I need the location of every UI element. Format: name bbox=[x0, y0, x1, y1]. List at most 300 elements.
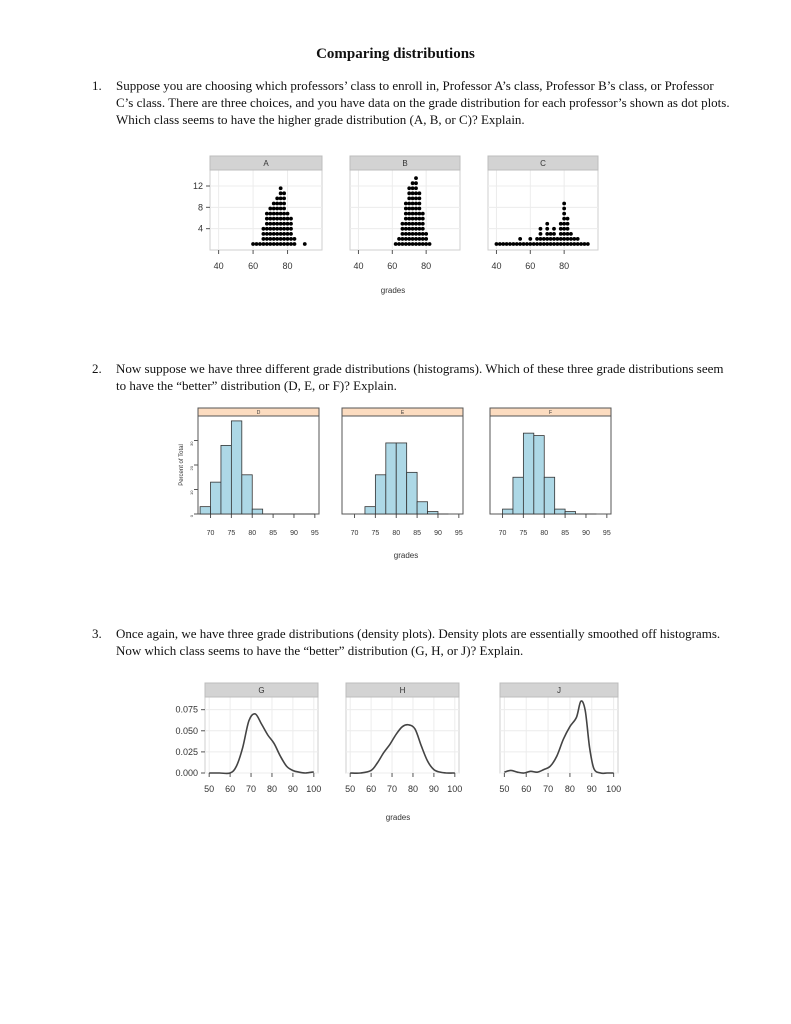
dot bbox=[272, 202, 276, 206]
x-tick-label: 75 bbox=[519, 530, 528, 537]
x-tick-label: 75 bbox=[371, 530, 380, 537]
histogram-bar bbox=[565, 512, 575, 514]
panel-label: C bbox=[540, 159, 546, 168]
dot bbox=[401, 237, 405, 241]
dot bbox=[417, 197, 421, 201]
question-number: 3. bbox=[92, 626, 102, 641]
dot bbox=[279, 202, 283, 206]
dot bbox=[414, 202, 418, 206]
dot bbox=[421, 227, 425, 231]
dot bbox=[549, 237, 553, 241]
dot bbox=[566, 242, 570, 246]
x-tick-label: 50 bbox=[345, 784, 356, 794]
dot bbox=[414, 242, 418, 246]
y-tick-label: 0.025 bbox=[175, 746, 198, 757]
dot bbox=[411, 186, 415, 190]
dot bbox=[424, 242, 428, 246]
dot bbox=[268, 207, 272, 211]
dot bbox=[428, 242, 432, 246]
dot bbox=[401, 222, 405, 226]
dot bbox=[559, 232, 563, 236]
dot bbox=[562, 242, 566, 246]
dot bbox=[542, 237, 546, 241]
dot bbox=[579, 242, 583, 246]
x-tick-label: 60 bbox=[521, 784, 532, 794]
x-tick-label: 70 bbox=[350, 530, 359, 537]
dot bbox=[265, 217, 269, 221]
dot bbox=[417, 222, 421, 226]
dot bbox=[562, 207, 566, 211]
dot bbox=[275, 227, 279, 231]
dot bbox=[286, 212, 290, 216]
dot bbox=[562, 227, 566, 231]
dot bbox=[282, 222, 286, 226]
dot bbox=[407, 222, 411, 226]
dot bbox=[272, 212, 276, 216]
dot bbox=[549, 232, 553, 236]
dot bbox=[282, 227, 286, 231]
x-tick-label: 50 bbox=[499, 784, 510, 794]
x-tick-label: 80 bbox=[266, 784, 277, 794]
y-tick-label: 20 bbox=[189, 466, 194, 471]
panel-label: A bbox=[263, 159, 269, 168]
dot bbox=[417, 207, 421, 211]
x-tick-label: 70 bbox=[387, 784, 398, 794]
dot bbox=[262, 237, 266, 241]
y-tick-label: 0.000 bbox=[175, 768, 198, 778]
dot bbox=[279, 217, 283, 221]
x-tick-label: 95 bbox=[454, 530, 463, 537]
dot bbox=[569, 237, 573, 241]
x-tick-label: 95 bbox=[602, 530, 611, 537]
dot bbox=[424, 237, 428, 241]
dot bbox=[411, 222, 415, 226]
histogram-bar bbox=[407, 472, 417, 514]
dot bbox=[411, 217, 415, 221]
dot bbox=[401, 227, 405, 231]
histogram-bar bbox=[503, 509, 513, 514]
histogram-bar bbox=[365, 507, 375, 514]
x-tick-label: 80 bbox=[564, 784, 575, 794]
dot bbox=[417, 227, 421, 231]
dot bbox=[289, 227, 293, 231]
dot bbox=[262, 242, 266, 246]
y-tick-label: 12 bbox=[192, 181, 203, 191]
histogram-bar bbox=[242, 475, 252, 514]
dot bbox=[404, 202, 408, 206]
dot bbox=[265, 237, 269, 241]
dot bbox=[586, 242, 590, 246]
dot bbox=[401, 232, 405, 236]
x-tick-label: 90 bbox=[428, 784, 439, 794]
dot bbox=[407, 237, 411, 241]
dot bbox=[272, 222, 276, 226]
histogram-bar bbox=[231, 421, 241, 514]
dot bbox=[394, 242, 398, 246]
dot bbox=[279, 237, 283, 241]
dot bbox=[407, 191, 411, 195]
y-tick-label: 8 bbox=[197, 202, 203, 213]
dot bbox=[289, 217, 293, 221]
histogram-bar bbox=[375, 475, 385, 514]
y-tick-label: 0.050 bbox=[175, 725, 198, 736]
histogram-bar bbox=[555, 509, 565, 514]
dot bbox=[518, 237, 522, 241]
dot bbox=[414, 227, 418, 231]
dot bbox=[404, 232, 408, 236]
dot bbox=[549, 242, 553, 246]
dot bbox=[559, 237, 563, 241]
dot bbox=[545, 232, 549, 236]
dot bbox=[265, 222, 269, 226]
x-tick-label: 80 bbox=[559, 261, 570, 271]
dot bbox=[286, 217, 290, 221]
dot bbox=[421, 237, 425, 241]
dot bbox=[279, 186, 283, 190]
dot bbox=[576, 242, 580, 246]
dot bbox=[397, 242, 401, 246]
dot bbox=[279, 191, 283, 195]
dot bbox=[414, 176, 418, 180]
x-tick-label: 90 bbox=[290, 530, 298, 537]
histogram-bar bbox=[534, 436, 544, 514]
x-axis-label: grades bbox=[380, 286, 406, 295]
x-tick-label: 90 bbox=[582, 530, 590, 537]
y-axis-label: Percent of Total bbox=[179, 444, 185, 486]
dot bbox=[411, 212, 415, 216]
dot bbox=[282, 202, 286, 206]
question-text: Now suppose we have three different grade distributions (histograms). Which of these three grade distributions seem to have the “better” distribution (D, E, or F)? Explain. bbox=[116, 361, 724, 393]
dot bbox=[566, 227, 570, 231]
y-tick-label: 30 bbox=[189, 441, 194, 446]
dot bbox=[417, 217, 421, 221]
dot bbox=[268, 232, 272, 236]
dot bbox=[268, 222, 272, 226]
dot bbox=[289, 222, 293, 226]
x-tick-label: 75 bbox=[227, 530, 236, 537]
dot bbox=[421, 222, 425, 226]
panel-label: F bbox=[548, 410, 553, 416]
dot bbox=[552, 237, 556, 241]
dot bbox=[282, 207, 286, 211]
dot bbox=[407, 186, 411, 190]
dot bbox=[279, 197, 283, 201]
dot bbox=[407, 242, 411, 246]
dot bbox=[417, 232, 421, 236]
x-tick-label: 70 bbox=[543, 784, 554, 794]
plot-panel bbox=[205, 697, 318, 773]
dot bbox=[539, 227, 543, 231]
dot bbox=[262, 227, 266, 231]
dot bbox=[407, 212, 411, 216]
panel-label: J bbox=[557, 686, 561, 695]
page-title: Comparing distributions bbox=[316, 46, 475, 62]
y-tick-label: 10 bbox=[189, 490, 194, 495]
dot bbox=[282, 237, 286, 241]
dot bbox=[539, 242, 543, 246]
dot bbox=[282, 217, 286, 221]
dot bbox=[421, 242, 425, 246]
panel-label: D bbox=[256, 410, 261, 416]
dot bbox=[286, 242, 290, 246]
dot bbox=[511, 242, 515, 246]
dot bbox=[501, 242, 505, 246]
dot bbox=[566, 232, 570, 236]
histogram-bar bbox=[544, 477, 554, 514]
dot bbox=[411, 202, 415, 206]
x-tick-label: 70 bbox=[206, 530, 215, 537]
dot bbox=[258, 242, 262, 246]
x-tick-label: 85 bbox=[561, 530, 570, 537]
dot bbox=[275, 202, 279, 206]
x-tick-label: 60 bbox=[248, 261, 259, 271]
dot bbox=[407, 202, 411, 206]
dot bbox=[562, 232, 566, 236]
dot bbox=[555, 237, 559, 241]
dot bbox=[525, 242, 529, 246]
x-tick-label: 100 bbox=[306, 784, 322, 794]
x-axis-label: grades bbox=[385, 813, 411, 822]
dot bbox=[404, 217, 408, 221]
x-tick-label: 40 bbox=[353, 261, 364, 271]
x-tick-label: 90 bbox=[434, 530, 442, 537]
x-tick-label: 60 bbox=[525, 261, 536, 271]
dot bbox=[414, 186, 418, 190]
dot bbox=[552, 227, 556, 231]
dot bbox=[282, 232, 286, 236]
dot bbox=[407, 207, 411, 211]
dot bbox=[545, 237, 549, 241]
x-tick-label: 50 bbox=[204, 784, 215, 794]
dot bbox=[559, 227, 563, 231]
x-tick-label: 90 bbox=[586, 784, 597, 794]
dot bbox=[275, 237, 279, 241]
dot bbox=[268, 217, 272, 221]
dot bbox=[566, 237, 570, 241]
dot bbox=[555, 242, 559, 246]
histogram-bar bbox=[200, 507, 210, 514]
dot bbox=[268, 227, 272, 231]
dot bbox=[404, 222, 408, 226]
dot bbox=[522, 242, 526, 246]
dot bbox=[404, 242, 408, 246]
x-tick-label: 85 bbox=[269, 530, 278, 537]
y-tick-label: 0 bbox=[189, 515, 194, 518]
dot bbox=[268, 212, 272, 216]
dot bbox=[272, 237, 276, 241]
x-tick-label: 80 bbox=[248, 530, 257, 537]
dot bbox=[411, 237, 415, 241]
dot bbox=[576, 237, 580, 241]
dot bbox=[414, 212, 418, 216]
dot bbox=[414, 232, 418, 236]
dot bbox=[293, 242, 297, 246]
dot bbox=[539, 232, 543, 236]
dot bbox=[268, 242, 272, 246]
dot bbox=[559, 242, 563, 246]
dot bbox=[572, 242, 576, 246]
dot bbox=[411, 191, 415, 195]
dot bbox=[495, 242, 499, 246]
y-tick-label: 4 bbox=[197, 223, 203, 234]
dot bbox=[562, 222, 566, 226]
dot bbox=[303, 242, 307, 246]
dot bbox=[539, 237, 543, 241]
dot bbox=[265, 232, 269, 236]
x-tick-label: 60 bbox=[225, 784, 236, 794]
dot bbox=[411, 181, 415, 185]
dot bbox=[421, 232, 425, 236]
dot bbox=[417, 237, 421, 241]
x-tick-label: 80 bbox=[540, 530, 549, 537]
dot bbox=[404, 227, 408, 231]
dot bbox=[414, 217, 418, 221]
dot bbox=[279, 242, 283, 246]
dot bbox=[282, 197, 286, 201]
dot bbox=[286, 227, 290, 231]
question-number: 2. bbox=[92, 361, 102, 376]
dot bbox=[414, 207, 418, 211]
dot bbox=[404, 212, 408, 216]
x-tick-label: 80 bbox=[407, 784, 418, 794]
x-tick-label: 85 bbox=[413, 530, 422, 537]
histogram-bar bbox=[211, 482, 221, 514]
histogram-bar bbox=[252, 509, 262, 514]
x-tick-label: 40 bbox=[491, 261, 502, 271]
dot bbox=[417, 191, 421, 195]
dot bbox=[421, 217, 425, 221]
dot bbox=[542, 242, 546, 246]
dot bbox=[498, 242, 502, 246]
dot bbox=[289, 242, 293, 246]
dot bbox=[275, 217, 279, 221]
dot bbox=[414, 237, 418, 241]
dot bbox=[289, 232, 293, 236]
dot bbox=[545, 222, 549, 226]
dot bbox=[289, 237, 293, 241]
histogram-bar bbox=[523, 433, 533, 514]
x-axis-label: grades bbox=[393, 551, 419, 560]
dot bbox=[397, 237, 401, 241]
dot bbox=[272, 217, 276, 221]
x-tick-label: 40 bbox=[213, 261, 224, 271]
x-tick-label: 90 bbox=[287, 784, 298, 794]
x-tick-label: 60 bbox=[387, 261, 398, 271]
dot bbox=[515, 242, 519, 246]
dot bbox=[535, 237, 539, 241]
dot bbox=[275, 212, 279, 216]
dot bbox=[272, 242, 276, 246]
dot bbox=[414, 181, 418, 185]
dot bbox=[265, 212, 269, 216]
dot bbox=[282, 191, 286, 195]
dot bbox=[572, 237, 576, 241]
dot bbox=[286, 232, 290, 236]
dot bbox=[286, 237, 290, 241]
plot-panel bbox=[500, 697, 618, 773]
dot bbox=[275, 232, 279, 236]
dot bbox=[545, 227, 549, 231]
x-tick-label: 100 bbox=[606, 784, 622, 794]
dot bbox=[404, 237, 408, 241]
dot bbox=[255, 242, 259, 246]
dot bbox=[279, 207, 283, 211]
question-text: Once again, we have three grade distributions (density plots). Density plots are essentially smoothed off histograms. Now which class seems to have the “better” distribution (G, H, or J)? Explain. bbox=[116, 626, 721, 658]
dot bbox=[414, 197, 418, 201]
dot bbox=[275, 197, 279, 201]
dot bbox=[272, 232, 276, 236]
dot bbox=[411, 197, 415, 201]
dot bbox=[424, 232, 428, 236]
panel-label: G bbox=[258, 686, 265, 695]
dot bbox=[293, 237, 297, 241]
dot bbox=[272, 227, 276, 231]
plot-panel bbox=[346, 697, 459, 773]
histogram-bar bbox=[221, 445, 231, 514]
histogram-bar bbox=[417, 502, 427, 514]
dot bbox=[282, 242, 286, 246]
x-tick-label: 70 bbox=[246, 784, 257, 794]
panel-label: E bbox=[400, 410, 405, 416]
dot bbox=[535, 242, 539, 246]
dot bbox=[279, 222, 283, 226]
dot bbox=[562, 217, 566, 221]
dot bbox=[279, 212, 283, 216]
dot bbox=[528, 242, 532, 246]
dot bbox=[417, 202, 421, 206]
histogram-bar bbox=[428, 512, 438, 514]
dot bbox=[404, 207, 408, 211]
dot bbox=[411, 232, 415, 236]
dot bbox=[265, 227, 269, 231]
dot bbox=[566, 222, 570, 226]
dot bbox=[566, 217, 570, 221]
x-tick-label: 80 bbox=[421, 261, 432, 271]
dot bbox=[262, 232, 266, 236]
panel-label: B bbox=[402, 159, 408, 168]
dot bbox=[251, 242, 255, 246]
dot bbox=[268, 237, 272, 241]
dot bbox=[505, 242, 509, 246]
dot bbox=[414, 191, 418, 195]
dot bbox=[401, 242, 405, 246]
dot bbox=[411, 242, 415, 246]
dot bbox=[407, 232, 411, 236]
dot bbox=[569, 242, 573, 246]
dot bbox=[562, 202, 566, 206]
dot bbox=[282, 212, 286, 216]
x-tick-label: 100 bbox=[447, 784, 463, 794]
dot bbox=[411, 207, 415, 211]
dot bbox=[265, 242, 269, 246]
dot bbox=[532, 242, 536, 246]
dot bbox=[279, 232, 283, 236]
panel-label: H bbox=[399, 686, 406, 695]
dot bbox=[275, 242, 279, 246]
dot bbox=[275, 207, 279, 211]
dot bbox=[583, 242, 587, 246]
histogram-bar bbox=[386, 443, 396, 514]
dot bbox=[407, 217, 411, 221]
dot bbox=[559, 222, 563, 226]
histogram-bar bbox=[513, 477, 523, 514]
dot bbox=[417, 212, 421, 216]
dot bbox=[407, 197, 411, 201]
x-tick-label: 70 bbox=[498, 530, 507, 537]
dot bbox=[508, 242, 512, 246]
dot bbox=[411, 227, 415, 231]
dot bbox=[518, 242, 522, 246]
